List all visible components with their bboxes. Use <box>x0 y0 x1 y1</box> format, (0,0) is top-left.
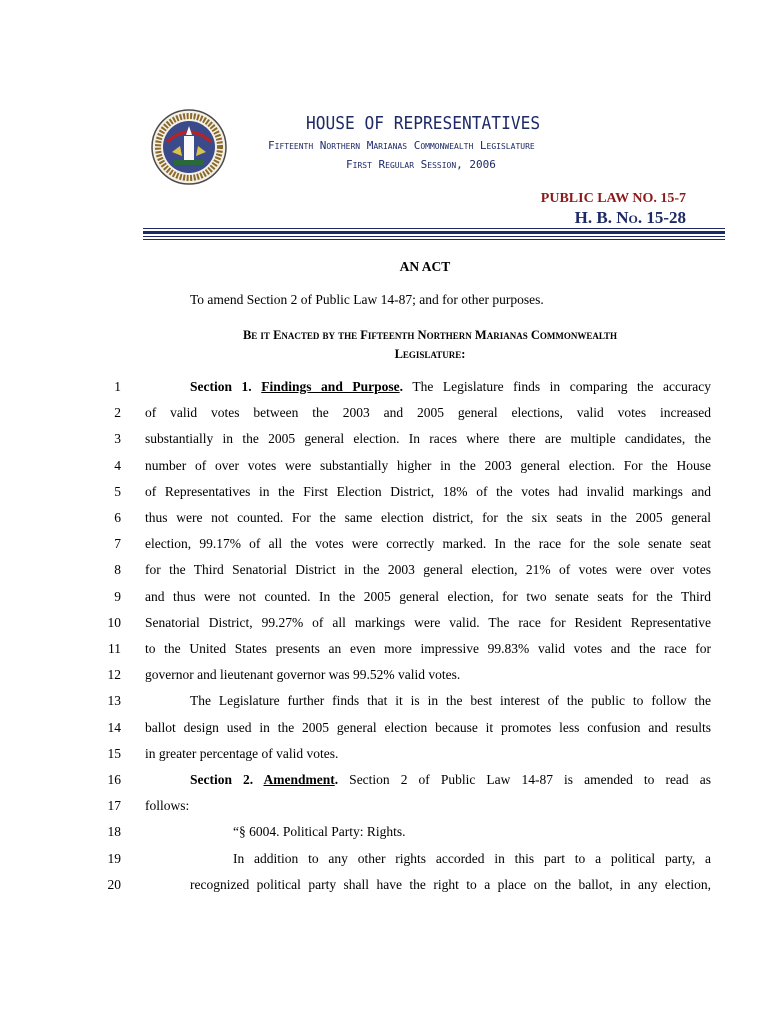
act-purpose: To amend Section 2 of Public Law 14-87; and for other purposes. <box>190 292 544 307</box>
line-text: substantially in the 2005 general election. In races where there are multiple candidates, the <box>145 431 711 447</box>
line-number: 14 <box>107 719 121 735</box>
line-number: 3 <box>114 431 121 447</box>
line-number: 13 <box>107 693 121 709</box>
line-number: 17 <box>107 798 121 814</box>
enacting-clause-line-2: Legislature: <box>394 347 466 361</box>
line-text: for the Third Senatorial District in the 2003 general election, 21% of votes were over votes <box>145 562 711 578</box>
line-text: governor and lieutenant governor was 99.52% valid votes. <box>145 667 461 683</box>
document-line <box>145 798 711 814</box>
section-text: Section 2 of Public Law 14-87 is amended to read as <box>338 772 711 787</box>
enacting-clause-line-1: Be it Enacted by the Fifteenth Northern Marianas Commonwealth <box>242 328 618 342</box>
line-text: recognized political party shall have the right to a place on the ballot, in any election, <box>190 876 711 892</box>
document-line <box>233 851 711 867</box>
document-line <box>145 667 711 683</box>
line-text: “§ 6004. Political Party: Rights. <box>233 824 406 840</box>
line-text: of Representatives in the First Election District, 18% of the votes had invalid markings and <box>145 483 711 499</box>
section-label: Section 2. <box>190 772 264 787</box>
line-text: The Legislature further finds that it is in the best interest of the public to follow the <box>190 693 711 709</box>
section-heading: Amendment <box>263 772 335 787</box>
line-number: 20 <box>107 876 121 892</box>
document-line <box>190 379 711 395</box>
document-line <box>145 746 711 762</box>
line-text: Senatorial District, 99.27% of all markings were valid. The race for Resident Representative <box>145 614 711 630</box>
line-text: election, 99.17% of all the votes were correctly marked. In the race for the sole senate seat <box>145 536 711 552</box>
line-number: 16 <box>107 772 121 787</box>
house-title: HOUSE OF REPRESENTATIVES <box>306 113 541 134</box>
document-line <box>145 641 711 657</box>
header-divider <box>143 228 725 240</box>
heading-period: . <box>334 772 339 787</box>
line-number: 2 <box>114 405 121 421</box>
section-heading: Findings and Purpose <box>261 379 400 394</box>
line-number: 7 <box>114 536 121 552</box>
line-text: In addition to any other rights accorded in this part to a political party, a <box>233 850 711 866</box>
act-heading: AN ACT <box>399 259 451 274</box>
line-number: 10 <box>107 614 121 630</box>
document-line <box>145 589 711 605</box>
document-line <box>190 772 711 788</box>
line-number: 18 <box>107 824 121 840</box>
document-line <box>145 458 711 474</box>
line-number: 1 <box>114 379 121 394</box>
document-line <box>145 615 711 631</box>
document-line <box>145 484 711 500</box>
line-number: 12 <box>107 667 121 683</box>
enacting-clause <box>180 326 680 364</box>
line-text: thus were not counted. For the same election district, for the six seats in the 2005 general <box>145 510 711 525</box>
line-number: 15 <box>107 745 121 761</box>
line-text: ballot design used in the 2005 general election because it promotes less confusion and results <box>145 719 711 735</box>
legislature-subtitle: Fifteenth Northern Marianas Commonwealth Legislature <box>268 139 535 152</box>
document-line <box>145 536 711 552</box>
line-text: follows: <box>145 798 190 814</box>
bill-number: H. B. No. 15-28 <box>574 208 686 227</box>
line-number: 4 <box>114 457 121 473</box>
heading-period: . <box>399 379 404 394</box>
line-text: in greater percentage of valid votes. <box>145 745 339 761</box>
line-number: 6 <box>114 510 121 525</box>
document-line <box>190 877 711 893</box>
line-text: and thus were not counted. In the 2005 general election, for two senate seats for the Third <box>145 588 711 604</box>
document-line <box>233 824 711 840</box>
commonwealth-seal-icon <box>150 108 228 186</box>
line-number: 9 <box>114 588 121 604</box>
document-line <box>145 510 711 526</box>
line-text: number of over votes were substantially higher in the 2003 general election. For the House <box>145 457 711 473</box>
line-text: to the United States presents an even more impressive 99.83% valid votes and the race for <box>145 641 711 656</box>
session-subtitle: First Regular Session, 2006 <box>346 158 496 171</box>
line-number: 19 <box>107 850 121 866</box>
document-line <box>190 693 711 709</box>
document-line <box>145 405 711 421</box>
line-text: of valid votes between the 2003 and 2005 general elections, valid votes increased <box>145 405 711 421</box>
public-law-number: PUBLIC LAW NO. 15-7 <box>540 191 686 206</box>
section-text: The Legislature finds in comparing the accuracy <box>403 379 712 394</box>
line-number: 8 <box>114 562 121 578</box>
section-label: Section 1. <box>190 379 262 394</box>
document-line <box>145 720 711 736</box>
line-number: 5 <box>114 483 121 499</box>
line-number: 11 <box>108 641 121 656</box>
document-line <box>145 562 711 578</box>
document-line <box>145 431 711 447</box>
